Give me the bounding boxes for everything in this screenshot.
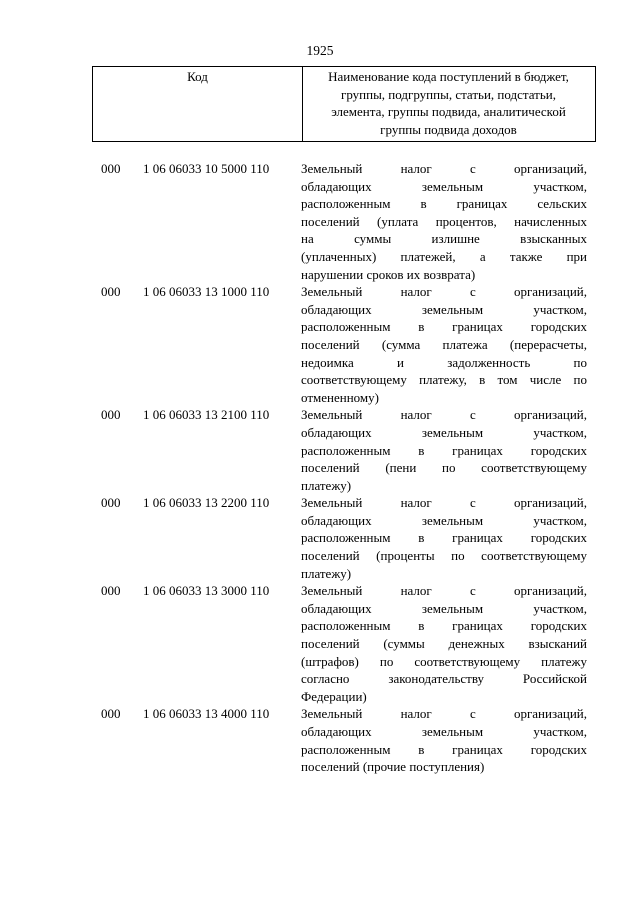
header-name-line: группы подвида доходов <box>380 121 517 137</box>
entry-description-line: поселений (сумма платежа (перерасчеты, <box>301 336 587 352</box>
entry-description-line: Земельный налог с организаций, <box>301 583 587 599</box>
entry-description-line: расположенным в границах городских <box>301 442 587 458</box>
header-table <box>92 66 596 142</box>
entry-description-line: поселений (суммы денежных взысканий <box>301 636 587 652</box>
entry-description <box>301 283 587 406</box>
entry-description-line: обладающих земельным участком, <box>301 424 587 440</box>
entry-budget-code: 1 06 06033 10 5000 110 <box>143 161 270 176</box>
entry-description-line: расположенным в границах городских <box>301 741 587 757</box>
entry-budget-code: 1 06 06033 13 2200 110 <box>143 495 270 511</box>
entry-description-line: расположенным в границах городских <box>301 618 587 634</box>
entry-budget-code: 1 06 06033 13 3000 110 <box>143 583 270 599</box>
entry-description-line: согласно законодательству Российской <box>301 671 587 687</box>
entry-description-line: (штрафов) по соответствующему платежу <box>301 653 587 669</box>
entry-description-line: поселений (пени по соответствующему <box>301 460 587 476</box>
entry-description-line: нарушении сроков их возврата) <box>301 266 476 282</box>
entry-description-line: расположенным в границах городских <box>301 530 587 546</box>
entry-description-line: поселений (прочие поступления) <box>301 759 485 775</box>
income-code-list <box>0 160 640 776</box>
header-name-line: элемента, группы подвида, аналитической <box>331 104 566 120</box>
entry-description <box>301 494 587 582</box>
header-code-label: Код <box>187 69 208 84</box>
entry-description-line: поселений (уплата процентов, начисленных <box>301 213 587 229</box>
header-code-cell <box>93 67 303 141</box>
entry-description-line: расположенным в границах сельских <box>301 196 587 212</box>
header-name-cell <box>302 68 595 138</box>
code-entry <box>0 160 640 283</box>
entry-budget-code: 1 06 06033 13 1000 110 <box>143 284 270 300</box>
code-entry <box>0 494 640 582</box>
entry-description-line: поселений (проценты по соответствующему <box>301 548 587 564</box>
entry-description-line: обладающих земельным участком, <box>301 301 587 317</box>
entry-description-line: Федерации) <box>301 688 367 704</box>
entry-description-line: Земельный налог с организаций, <box>301 161 587 176</box>
entry-description <box>301 582 587 705</box>
entry-description-line: недоимка и задолженность по <box>301 354 587 370</box>
entry-description <box>301 705 587 775</box>
entry-admin-code: 000 <box>101 495 121 511</box>
entry-budget-code: 1 06 06033 13 2100 110 <box>143 407 270 423</box>
entry-description-line: платежу) <box>301 477 352 493</box>
entry-description <box>301 160 587 283</box>
entry-admin-code: 000 <box>101 706 121 722</box>
entry-admin-code: 000 <box>101 407 121 423</box>
entry-description-line: Земельный налог с организаций, <box>301 284 587 300</box>
entry-description-line: платежу) <box>301 565 352 581</box>
entry-description-line: обладающих земельным участком, <box>301 600 587 616</box>
entry-admin-code: 000 <box>101 583 121 599</box>
code-entry <box>0 582 640 705</box>
entry-description <box>301 406 587 494</box>
code-entry <box>0 283 640 406</box>
entry-description-line: Земельный налог с организаций, <box>301 495 587 511</box>
entry-description-line: на суммы излишне взысканных <box>301 231 587 247</box>
entry-admin-code: 000 <box>101 284 121 300</box>
entry-budget-code: 1 06 06033 13 4000 110 <box>143 706 270 722</box>
entry-description-line: обладающих земельным участком, <box>301 724 587 739</box>
entry-description-line: отмененному) <box>301 389 379 405</box>
header-name-line: группы, подгруппы, статьи, подстатьи, <box>341 86 556 102</box>
header-name-line: Наименование кода поступлений в бюджет, <box>328 69 569 84</box>
entry-description-line: обладающих земельным участком, <box>301 512 587 528</box>
entry-description-line: расположенным в границах городских <box>301 319 587 335</box>
entry-description-line: Земельный налог с организаций, <box>301 407 587 423</box>
code-entry <box>0 406 640 494</box>
page-number: 1925 <box>306 43 334 58</box>
entry-description-line: соответствующему платежу, в том числе по <box>301 372 587 388</box>
entry-description-line: обладающих земельным участком, <box>301 178 587 194</box>
entry-admin-code: 000 <box>101 161 121 176</box>
entry-description-line: (уплаченных) платежей, а также при <box>301 248 587 264</box>
entry-description-line: Земельный налог с организаций, <box>301 706 587 722</box>
code-entry <box>0 705 640 775</box>
